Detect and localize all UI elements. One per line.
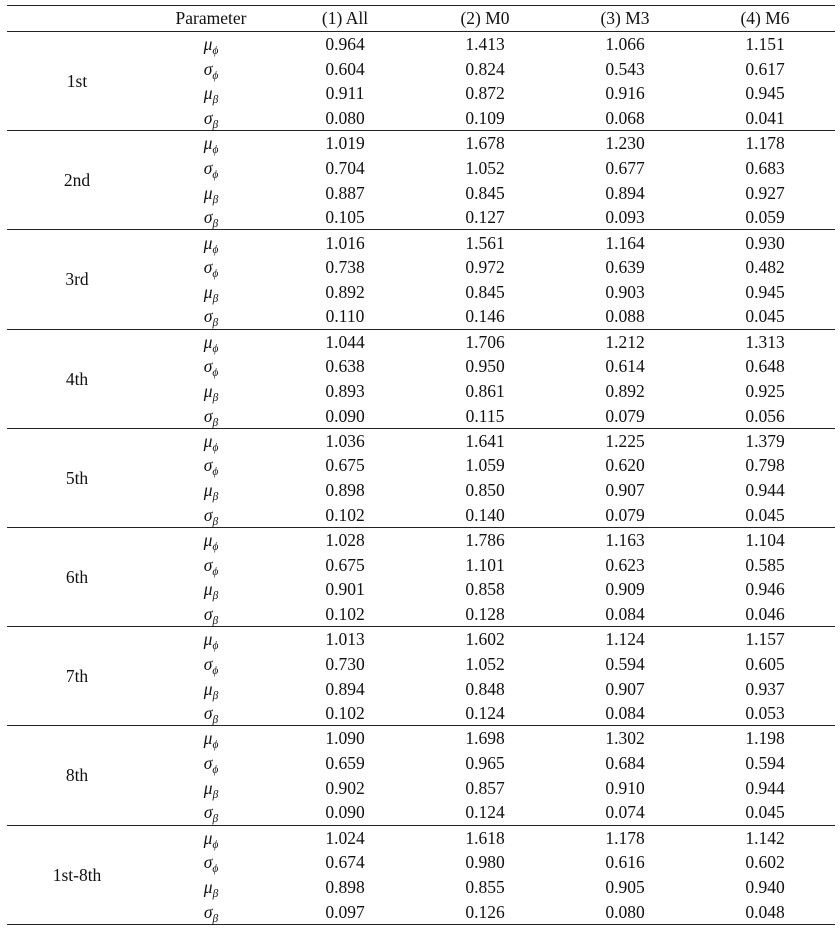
value-m3: 1.124 (605, 629, 645, 650)
parameter-symbol (147, 180, 275, 205)
parameter-symbol-base: σ (203, 901, 213, 922)
value-all: 1.090 (325, 728, 365, 749)
parameter-symbol-base: μ (203, 381, 213, 402)
parameter-symbol-subscript: β (212, 193, 219, 206)
parameter-symbol (147, 354, 275, 379)
value-all: 0.898 (325, 876, 365, 897)
value-m6: 0.944 (745, 777, 785, 798)
parameter-symbol-base: σ (203, 405, 213, 426)
parameter-symbol (147, 279, 275, 304)
parameter-symbol (147, 577, 275, 602)
value-all: 0.102 (275, 503, 415, 528)
value-m3: 1.230 (605, 133, 645, 154)
group-label: 4th (7, 329, 147, 428)
value-m6: 0.045 (695, 800, 835, 825)
value-all: 0.674 (325, 852, 365, 873)
value-m3: 0.543 (605, 58, 645, 79)
group-label: 1st-8th (7, 825, 147, 924)
value-m0: 0.115 (415, 403, 555, 428)
value-m3: 1.302 (605, 728, 645, 749)
value-m0: 1.678 (465, 133, 505, 154)
parameter-symbol-subscript: β (212, 392, 219, 405)
header-col-m6: (4) M6 (695, 6, 835, 32)
value-all: 0.964 (325, 34, 365, 55)
value-m0: 1.101 (465, 554, 505, 575)
value-m6: 0.945 (745, 83, 785, 104)
parameter-symbol (147, 478, 275, 503)
value-m6: 0.045 (695, 503, 835, 528)
value-m6: 1.178 (745, 133, 785, 154)
value-m3: 0.909 (605, 579, 645, 600)
value-m3: 0.894 (605, 182, 645, 203)
parameter-symbol-subscript: β (212, 912, 219, 925)
value-m0: 0.980 (465, 852, 505, 873)
parameter-symbol-base: σ (203, 852, 213, 873)
value-m3: 0.623 (605, 554, 645, 575)
value-m3: 0.616 (605, 852, 645, 873)
value-all: 0.110 (275, 304, 415, 329)
value-m6: 0.602 (745, 852, 785, 873)
table-row (7, 230, 835, 255)
parameter-symbol (147, 32, 275, 57)
value-m6: 1.313 (745, 331, 785, 352)
parameter-symbol-base: μ (203, 579, 213, 600)
value-m6: 0.946 (745, 579, 785, 600)
parameter-symbol-subscript: ϕ (212, 466, 219, 479)
value-m6: 0.944 (745, 480, 785, 501)
table-body (7, 32, 835, 925)
value-all: 1.019 (325, 133, 365, 154)
value-m6: 1.151 (745, 34, 785, 55)
parameter-symbol-subscript: ϕ (212, 763, 219, 776)
parameter-symbol-base: σ (203, 603, 213, 624)
header-col-m3: (3) M3 (555, 6, 695, 32)
value-m6: 1.142 (745, 827, 785, 848)
table-row (7, 627, 835, 652)
parameter-symbol-base: σ (203, 207, 213, 228)
value-m0: 0.855 (465, 876, 505, 897)
parameter-symbol-base: σ (203, 802, 213, 823)
parameter-symbol-base: σ (203, 257, 213, 278)
value-m6: 1.104 (745, 530, 785, 551)
value-m3: 1.163 (605, 530, 645, 551)
value-m0: 0.128 (415, 602, 555, 627)
value-m0: 0.965 (465, 753, 505, 773)
parameter-symbol (147, 527, 275, 552)
value-all: 0.730 (325, 653, 365, 674)
value-all: 0.102 (275, 701, 415, 726)
value-m0: 0.824 (465, 58, 505, 79)
header-col-all: (1) All (275, 6, 415, 32)
parameter-symbol (147, 800, 275, 825)
table-row (7, 131, 835, 156)
parameter-symbol-subscript: β (212, 292, 219, 305)
value-m0: 0.127 (415, 205, 555, 230)
value-m3: 0.639 (605, 257, 645, 278)
parameter-symbol-subscript: β (212, 491, 219, 504)
parameter-symbol-base: σ (203, 157, 213, 178)
parameter-symbol-subscript: β (212, 887, 219, 900)
parameter-symbol-base: μ (203, 232, 213, 253)
parameter-symbol-base: σ (203, 58, 213, 79)
parameter-symbol-subscript: β (212, 317, 219, 330)
value-m3: 0.088 (555, 304, 695, 329)
parameter-symbol-subscript: β (212, 714, 219, 727)
parameter-symbol (147, 106, 275, 131)
value-m6: 0.937 (745, 678, 785, 699)
value-all: 0.675 (325, 554, 365, 575)
parameter-symbol-base: μ (203, 182, 213, 203)
parameter-symbol-base: σ (203, 753, 213, 773)
parameter-symbol-base: σ (203, 504, 213, 525)
value-m0: 0.124 (415, 800, 555, 825)
header-col-m0: (2) M0 (415, 6, 555, 32)
group-label: 5th (7, 428, 147, 527)
parameter-symbol (147, 81, 275, 106)
parameter-symbol-subscript: ϕ (212, 664, 219, 677)
parameter-symbol-base: σ (203, 554, 213, 575)
value-m3: 0.093 (555, 205, 695, 230)
value-m3: 0.910 (605, 777, 645, 798)
value-m6: 0.927 (745, 182, 785, 203)
parameter-symbol-base: σ (203, 653, 213, 674)
parameter-symbol-base: μ (203, 876, 213, 897)
value-all: 0.887 (325, 182, 365, 203)
value-m6: 0.046 (695, 602, 835, 627)
parameter-symbol-base: σ (203, 306, 213, 327)
value-all: 0.898 (325, 480, 365, 501)
value-all: 1.016 (325, 232, 365, 253)
parameter-symbol-base: μ (203, 133, 213, 154)
parameter-symbol-subscript: ϕ (212, 243, 219, 256)
value-m3: 1.066 (605, 34, 645, 55)
value-m0: 0.126 (415, 899, 555, 924)
parameter-symbol (147, 602, 275, 627)
parameter-symbol-base: σ (203, 703, 213, 724)
header-group-cell (7, 6, 147, 32)
value-all: 0.892 (325, 281, 365, 302)
value-m0: 0.858 (465, 579, 505, 600)
parameter-symbol-subscript: ϕ (212, 838, 219, 851)
value-m0: 0.845 (465, 281, 505, 302)
table-row (7, 825, 835, 850)
parameter-symbol-base: μ (203, 480, 213, 501)
parameter-symbol-subscript: β (212, 788, 219, 801)
value-m6: 0.059 (695, 205, 835, 230)
parameter-symbol (147, 304, 275, 329)
value-all: 0.080 (275, 106, 415, 131)
parameter-symbol-subscript: ϕ (212, 168, 219, 181)
value-m0: 0.950 (465, 356, 505, 377)
value-m6: 0.482 (745, 257, 785, 278)
parameter-symbol (147, 56, 275, 81)
parameter-symbol-subscript: β (212, 416, 219, 429)
parameter-symbol (147, 899, 275, 924)
parameter-symbol-base: μ (203, 728, 213, 749)
parameter-symbol-base: μ (203, 530, 213, 551)
value-m0: 1.602 (465, 629, 505, 650)
value-all: 1.036 (325, 430, 365, 451)
value-m0: 0.848 (465, 678, 505, 699)
parameter-symbol (147, 751, 275, 776)
parameter-symbol-subscript: β (212, 218, 219, 231)
table-row (7, 329, 835, 354)
value-m0: 0.109 (415, 106, 555, 131)
parameter-symbol-subscript: ϕ (212, 541, 219, 554)
value-m3: 0.084 (555, 701, 695, 726)
parameter-symbol (147, 403, 275, 428)
value-all: 0.704 (325, 157, 365, 178)
value-m6: 0.798 (745, 455, 785, 476)
value-m3: 0.074 (555, 800, 695, 825)
parameter-symbol (147, 503, 275, 528)
parameter-symbol (147, 428, 275, 453)
parameter-symbol (147, 230, 275, 255)
value-m6: 0.605 (745, 653, 785, 674)
value-all: 0.105 (275, 205, 415, 230)
parameter-symbol-subscript: ϕ (212, 69, 219, 82)
value-m0: 1.698 (465, 728, 505, 749)
value-m0: 1.618 (465, 827, 505, 848)
parameter-symbol-subscript: ϕ (212, 565, 219, 578)
parameter-symbol-subscript: ϕ (212, 342, 219, 355)
value-all: 0.901 (325, 579, 365, 600)
value-m6: 0.930 (745, 232, 785, 253)
value-m6: 0.045 (695, 304, 835, 329)
parameter-symbol-base: μ (203, 777, 213, 798)
parameter-symbol (147, 701, 275, 726)
parameter-symbol-subscript: β (212, 689, 219, 702)
value-m3: 0.084 (555, 602, 695, 627)
parameter-symbol-base: μ (203, 827, 213, 848)
parameter-symbol (147, 329, 275, 354)
value-m3: 0.614 (605, 356, 645, 377)
table-row (7, 428, 835, 453)
value-m3: 0.907 (605, 480, 645, 501)
value-m6: 0.048 (695, 899, 835, 924)
group-label: 1st (7, 32, 147, 131)
value-m0: 0.861 (465, 381, 505, 402)
value-m0: 0.146 (415, 304, 555, 329)
value-m6: 1.379 (745, 430, 785, 451)
parameter-symbol (147, 379, 275, 404)
value-m6: 0.617 (745, 58, 785, 79)
value-m6: 0.925 (745, 381, 785, 402)
value-all: 0.638 (325, 356, 365, 377)
parameter-symbol-subscript: β (212, 119, 219, 131)
value-m6: 0.940 (745, 876, 785, 897)
parameter-symbol-subscript: β (212, 614, 219, 627)
parameter-symbol-base: σ (203, 108, 213, 129)
parameter-symbol (147, 850, 275, 875)
value-m3: 0.892 (605, 381, 645, 402)
value-m3: 1.178 (605, 827, 645, 848)
value-m3: 1.164 (605, 232, 645, 253)
parameter-symbol-subscript: β (212, 515, 219, 528)
value-all: 0.102 (275, 602, 415, 627)
parameter-symbol (147, 627, 275, 652)
parameter-symbol-subscript: ϕ (212, 268, 219, 281)
value-m3: 0.080 (555, 899, 695, 924)
parameter-symbol-base: μ (203, 331, 213, 352)
parameter-symbol (147, 552, 275, 577)
value-m0: 0.972 (465, 257, 505, 278)
parameter-symbol (147, 255, 275, 280)
parameter-symbol (147, 205, 275, 230)
value-all: 0.097 (275, 899, 415, 924)
value-m3: 1.225 (605, 430, 645, 451)
value-all: 0.675 (325, 455, 365, 476)
value-m3: 0.620 (605, 455, 645, 476)
parameter-symbol-base: μ (203, 34, 213, 55)
value-m6: 0.683 (745, 157, 785, 178)
group-label: 7th (7, 627, 147, 726)
table-row (7, 726, 835, 751)
parameter-symbol (147, 453, 275, 478)
header-parameter: Parameter (147, 6, 275, 32)
header-row (7, 6, 835, 32)
parameter-symbol-subscript: β (212, 94, 219, 107)
parameter-symbol (147, 155, 275, 180)
parameter-symbol-subscript: ϕ (212, 863, 219, 876)
parameter-symbol-base: σ (203, 455, 213, 476)
value-m3: 0.903 (605, 281, 645, 302)
value-m0: 0.845 (465, 182, 505, 203)
value-m3: 0.677 (605, 157, 645, 178)
group-label: 8th (7, 726, 147, 825)
value-all: 0.738 (325, 257, 365, 278)
parameter-estimates-table (7, 5, 835, 925)
value-m3: 0.068 (555, 106, 695, 131)
value-all: 0.911 (325, 83, 365, 104)
value-all: 0.893 (325, 381, 365, 402)
parameter-symbol (147, 825, 275, 850)
value-all: 0.604 (325, 58, 365, 79)
value-m0: 0.124 (415, 701, 555, 726)
value-m0: 1.052 (465, 653, 505, 674)
value-m6: 1.157 (745, 629, 785, 650)
value-all: 1.044 (325, 331, 365, 352)
value-m0: 1.561 (465, 232, 505, 253)
value-m0: 0.857 (465, 777, 505, 798)
parameter-symbol-subscript: β (212, 813, 219, 826)
value-m3: 0.907 (605, 678, 645, 699)
value-all: 0.090 (275, 403, 415, 428)
value-m0: 1.706 (465, 331, 505, 352)
parameter-symbol-base: σ (203, 356, 213, 377)
value-m0: 1.413 (465, 34, 505, 55)
table-header (7, 6, 835, 32)
value-all: 1.028 (325, 530, 365, 551)
parameter-symbol-subscript: ϕ (212, 441, 219, 454)
parameter-symbol-base: μ (203, 678, 213, 699)
parameter-symbol (147, 726, 275, 751)
value-m3: 0.594 (605, 653, 645, 674)
parameter-symbol-base: μ (203, 629, 213, 650)
group-label: 3rd (7, 230, 147, 329)
value-m3: 1.212 (605, 331, 645, 352)
parameter-symbol (147, 775, 275, 800)
value-all: 0.902 (325, 777, 365, 798)
value-all: 0.090 (275, 800, 415, 825)
parameter-symbol-subscript: ϕ (212, 45, 219, 58)
value-m6: 0.056 (695, 403, 835, 428)
value-m3: 0.079 (555, 403, 695, 428)
parameter-symbol-base: μ (203, 430, 213, 451)
group-label: 6th (7, 527, 147, 626)
value-all: 0.659 (325, 753, 365, 773)
value-m0: 1.786 (465, 530, 505, 551)
value-m6: 0.945 (745, 281, 785, 302)
value-m6: 0.053 (695, 701, 835, 726)
parameter-symbol-base: μ (203, 281, 213, 302)
value-m3: 0.079 (555, 503, 695, 528)
value-m6: 1.198 (745, 728, 785, 749)
value-m3: 0.905 (605, 876, 645, 897)
value-all: 1.024 (325, 827, 365, 848)
value-m3: 0.916 (605, 83, 645, 104)
group-label: 2nd (7, 131, 147, 230)
parameter-symbol-subscript: ϕ (212, 640, 219, 653)
value-m0: 0.872 (465, 83, 505, 104)
value-m3: 0.684 (605, 753, 645, 773)
value-m6: 0.585 (745, 554, 785, 575)
parameter-symbol-base: μ (203, 83, 213, 104)
table-row (7, 32, 835, 57)
value-m6: 0.594 (745, 753, 785, 773)
value-m0: 0.850 (465, 480, 505, 501)
value-all: 1.013 (325, 629, 365, 650)
parameter-symbol-subscript: ϕ (212, 739, 219, 752)
parameter-symbol-subscript: β (212, 590, 219, 603)
parameter-symbol (147, 676, 275, 701)
table-row (7, 527, 835, 552)
value-m0: 0.140 (415, 503, 555, 528)
parameter-symbol (147, 875, 275, 900)
parameter-symbol-subscript: ϕ (212, 144, 219, 157)
value-all: 0.894 (325, 678, 365, 699)
parameter-symbol (147, 131, 275, 156)
value-m0: 1.641 (465, 430, 505, 451)
value-m0: 1.059 (465, 455, 505, 476)
parameter-symbol (147, 651, 275, 676)
parameter-symbol-subscript: ϕ (212, 367, 219, 380)
value-m6: 0.041 (695, 106, 835, 131)
value-m6: 0.648 (745, 356, 785, 377)
value-m0: 1.052 (465, 157, 505, 178)
